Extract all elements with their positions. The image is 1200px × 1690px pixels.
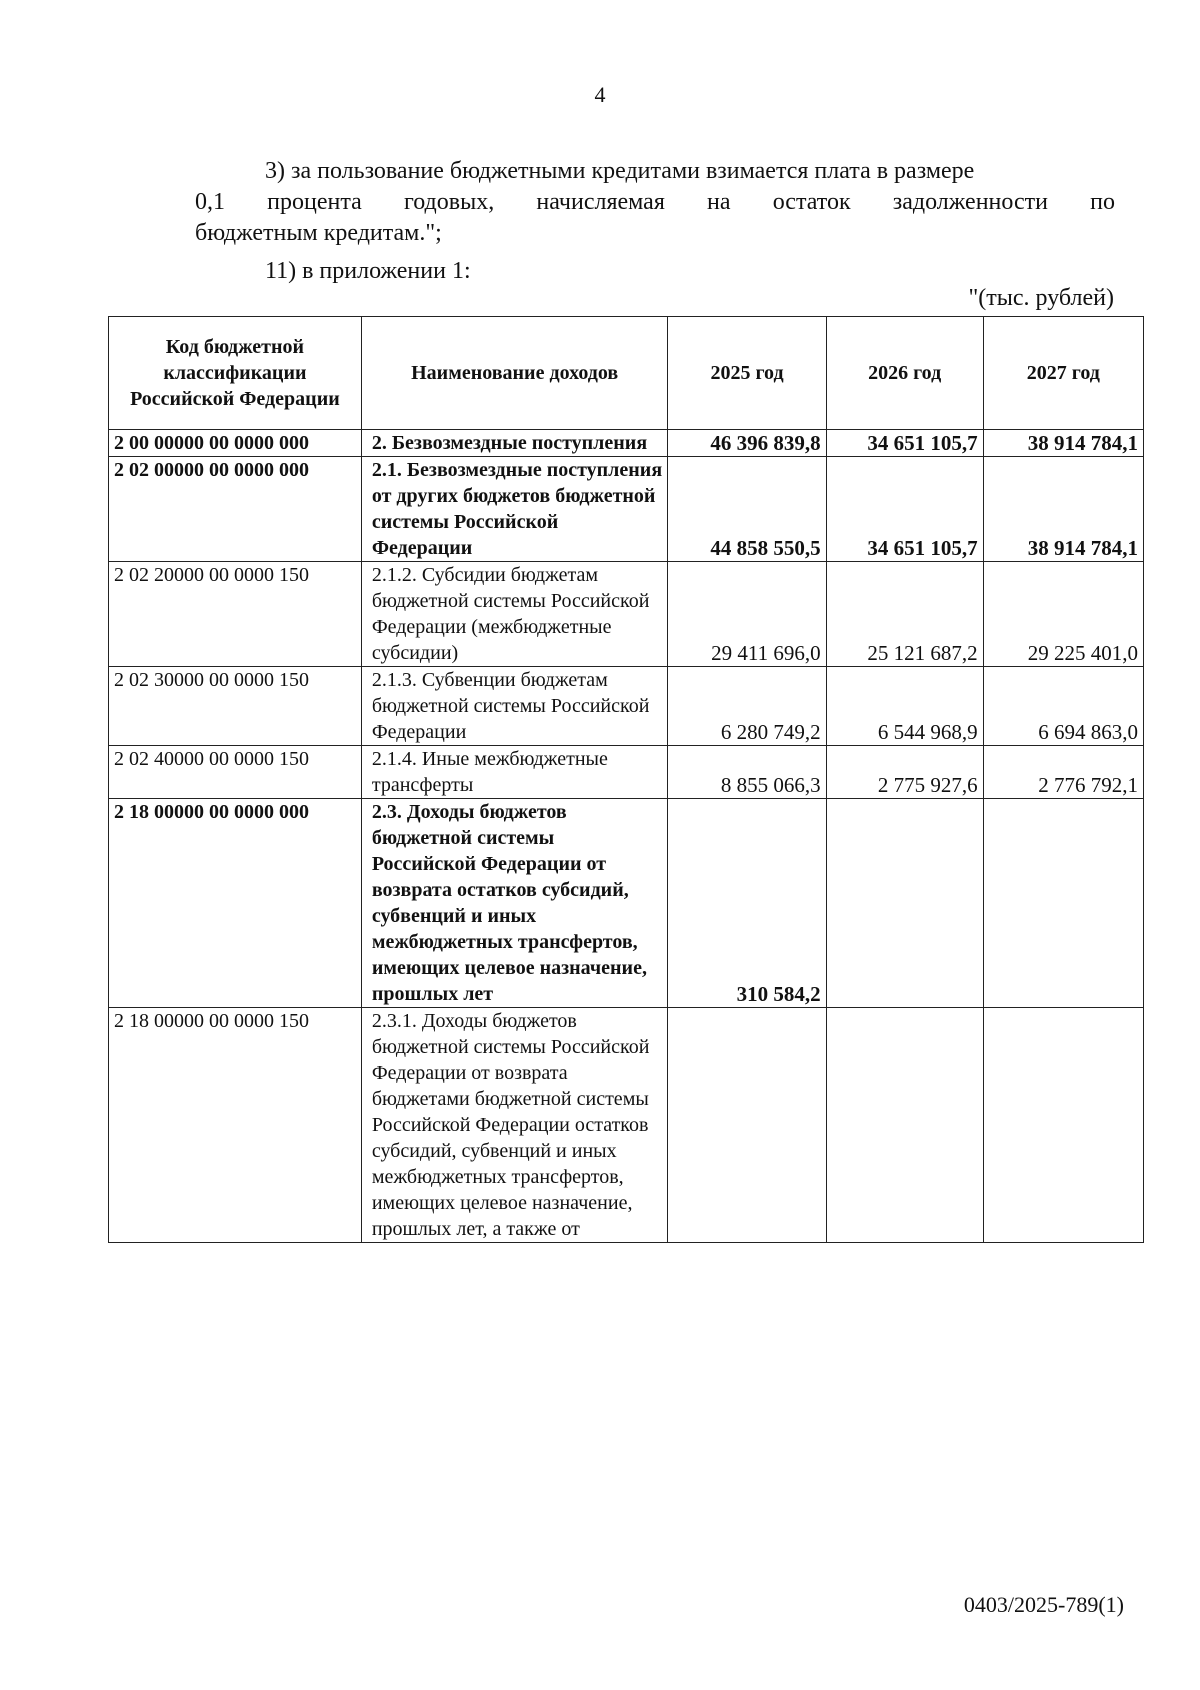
cell-2027: [983, 799, 1143, 1008]
paragraph-3: [195, 156, 1115, 249]
table-row: [109, 667, 1144, 746]
cell-2026: 34 651 105,7: [826, 457, 983, 562]
paragraph-11: 11) в приложении 1:: [265, 258, 471, 284]
revenue-table: [108, 316, 1144, 1243]
header-code: Код бюджетной классификации Российской Федерации: [109, 317, 362, 430]
header-name: Наименование доходов: [361, 317, 668, 430]
header-2027: 2027 год: [983, 317, 1143, 430]
word: начисляемая: [536, 189, 665, 215]
cell-2025: 6 280 749,2: [668, 667, 826, 746]
word: задолженности: [892, 189, 1048, 215]
cell-code: 2 18 00000 00 0000 150: [109, 1008, 362, 1243]
cell-name: 2.3.1. Доходы бюджетов бюджетной системы Российской Федерации от возврата бюджетами бюджетной системы Российской Федерации остатков субсидий, субвенций и иных межбюджетных трансфертов, имеющих целевое назначение, прошлых лет, а также от: [361, 1008, 668, 1243]
units-label: "(тыс. рублей): [968, 285, 1114, 311]
cell-code: 2 02 40000 00 0000 150: [109, 746, 362, 799]
cell-2027: [983, 1008, 1143, 1243]
cell-2027: 6 694 863,0: [983, 667, 1143, 746]
cell-2027: 38 914 784,1: [983, 457, 1143, 562]
cell-name: 2.1. Безвозмездные поступления от других бюджетов бюджетной системы Российской Федерации: [361, 457, 668, 562]
cell-2027: 29 225 401,0: [983, 562, 1143, 667]
cell-2025: 310 584,2: [668, 799, 826, 1008]
cell-2025: 8 855 066,3: [668, 746, 826, 799]
word: по: [1090, 189, 1115, 215]
table-row: [109, 457, 1144, 562]
cell-code: 2 02 30000 00 0000 150: [109, 667, 362, 746]
word: годовых,: [403, 189, 495, 215]
page-number: 4: [594, 82, 606, 107]
table-row: [109, 430, 1144, 457]
cell-2026: 6 544 968,9: [826, 667, 983, 746]
header-2026: 2026 год: [826, 317, 983, 430]
cell-2025: [668, 1008, 826, 1243]
cell-name: 2. Безвозмездные поступления: [361, 430, 668, 457]
word: процента: [267, 189, 362, 215]
document-id: 0403/2025-789(1): [963, 1592, 1124, 1617]
cell-code: 2 00 00000 00 0000 000: [109, 430, 362, 457]
cell-2026: 25 121 687,2: [826, 562, 983, 667]
cell-name: 2.3. Доходы бюджетов бюджетной системы Российской Федерации от возврата остатков субсидий, субвенций и иных межбюджетных трансфертов, имеющих целевое назначение, прошлых лет: [361, 799, 668, 1008]
cell-code: 2 02 00000 00 0000 000: [109, 457, 362, 562]
cell-2027: 2 776 792,1: [983, 746, 1143, 799]
cell-2026: 34 651 105,7: [826, 430, 983, 457]
cell-name: 2.1.4. Иные межбюджетные трансферты: [361, 746, 668, 799]
paragraph-3-line-3: бюджетным кредитам.";: [195, 220, 442, 246]
cell-2025: 44 858 550,5: [668, 457, 826, 562]
cell-name: 2.1.2. Субсидии бюджетам бюджетной системы Российской Федерации (межбюджетные субсидии): [361, 562, 668, 667]
cell-code: 2 18 00000 00 0000 000: [109, 799, 362, 1008]
cell-2026: 2 775 927,6: [826, 746, 983, 799]
table-row: [109, 799, 1144, 1008]
table-row: [109, 746, 1144, 799]
cell-2025: 29 411 696,0: [668, 562, 826, 667]
cell-name: 2.1.3. Субвенции бюджетам бюджетной системы Российской Федерации: [361, 667, 668, 746]
word: 0,1: [195, 189, 225, 215]
paragraph-3-line-1: 3) за пользование бюджетными кредитами взимается плата в размере: [265, 158, 975, 184]
word: на: [707, 189, 731, 215]
table-header-row: [109, 317, 1144, 430]
cell-2025: 46 396 839,8: [668, 430, 826, 457]
cell-code: 2 02 20000 00 0000 150: [109, 562, 362, 667]
header-2025: 2025 год: [668, 317, 826, 430]
cell-2026: [826, 1008, 983, 1243]
paragraph-3-line-2: [195, 187, 1115, 218]
table-row: [109, 1008, 1144, 1243]
cell-2027: 38 914 784,1: [983, 430, 1143, 457]
table-row: [109, 562, 1144, 667]
word: остаток: [772, 189, 851, 215]
cell-2026: [826, 799, 983, 1008]
